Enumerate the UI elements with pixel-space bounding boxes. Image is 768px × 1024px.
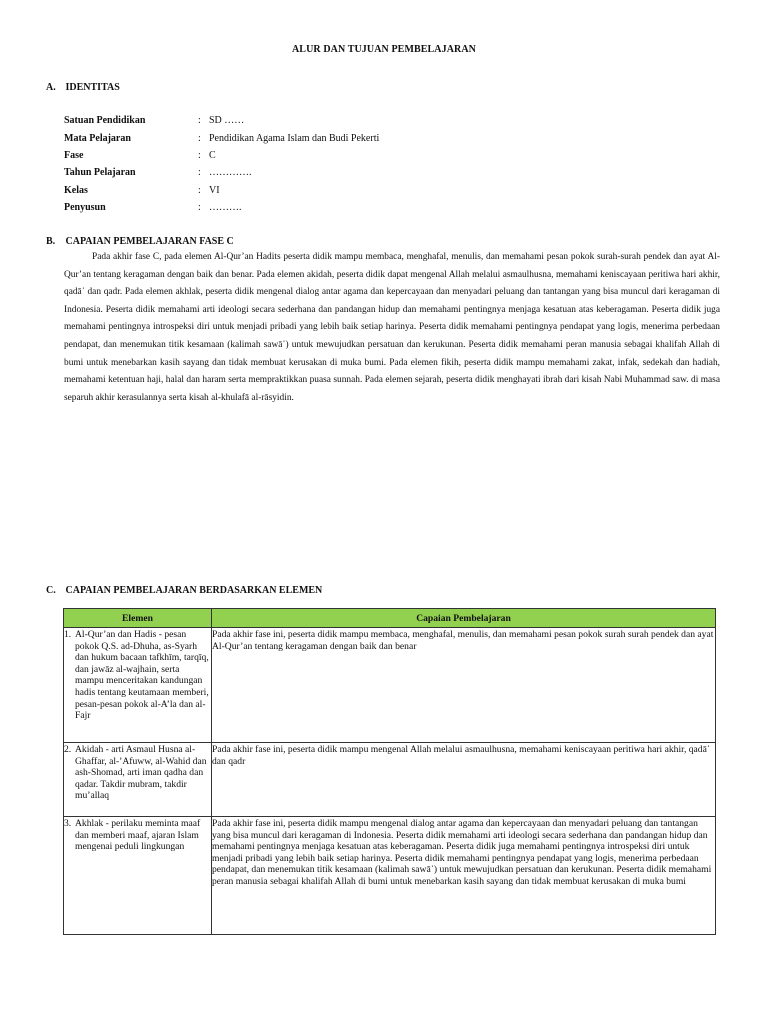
elemen-cell — [64, 628, 212, 743]
row-number: 2. — [64, 744, 72, 755]
elemen-text: Akidah - arti Asmaul Husna al-Ghaffar, al-’Afuww, al-Wahid dan ash-Shomad, arti iman qadha dan qadar. Takdir mubram, takdir mu’allaq — [75, 744, 207, 802]
identity-colon: : — [198, 202, 201, 214]
identity-label: Kelas — [64, 184, 88, 196]
section-b-title: CAPAIAN PEMBELAJARAN FASE C — [65, 236, 234, 247]
document-title: ALUR DAN TUJUAN PEMBELAJARAN — [291, 44, 476, 55]
identity-label: Satuan Pendidikan — [64, 115, 146, 127]
header-elemen: Elemen — [64, 609, 212, 628]
elemen-cell — [64, 743, 212, 817]
identity-label: Tahun Pelajaran — [64, 167, 136, 179]
identity-value: VI — [209, 184, 220, 196]
capaian-cell: Pada akhir fase ini, peserta didik mampu membaca, menghafal, menulis, dan memahami pesan pokok surah surah pendek dan ayat Al-Qur’an tentang keragaman dengan baik dan benar — [212, 628, 716, 743]
elemen-cell — [64, 817, 212, 935]
identity-value: …………. — [209, 167, 252, 179]
identity-colon: : — [198, 149, 201, 161]
identity-label: Penyusun — [64, 202, 106, 214]
table-row — [64, 628, 716, 743]
identity-value: Pendidikan Agama Islam dan Budi Pekerti — [209, 132, 380, 144]
section-a-title: IDENTITAS — [65, 82, 120, 93]
identity-list — [64, 112, 379, 216]
capaian-cell: Pada akhir fase ini, peserta didik mampu mengenal dialog antar agama dan kepercayaan dan menyadari peluang dan tantangan yang bisa muncul dari keragaman di Indonesia. Peserta didik memahami arti ideologi secara sederhana dan pandangan hidup dan memahami pentingnya menjaga kesatuan atas keberagaman. Peserta didik juga memahami pentingnya introspeksi diri untuk menjadi pribadi yang lebih baik setiap harinya. Peserta didik memahami pentingnya pendapat yang logis, menerima perbedaan pendapat, dan menemukan titik kesamaan (kalimah sawā᾽) untuk mewujudkan persatuan dan kerukunan. Peserta didik memahami peran manusia sebagai khalifah Allah di bumi untuk menebarkan kasih sayang dan tidak membuat kerusakan di muka bumi — [212, 817, 716, 935]
identity-row — [64, 112, 379, 129]
identity-colon: : — [198, 167, 201, 179]
identity-colon: : — [198, 184, 201, 196]
identity-colon: : — [198, 132, 201, 144]
section-b-letter: B. — [46, 236, 56, 247]
capaian-cell: Pada akhir fase ini, peserta didik mampu mengenal Allah melalui asmaulhusna, memahami keniscayaan peritiwa hari akhir, qadā᾽ dan qadr — [212, 743, 716, 817]
header-capaian: Capaian Pembelajaran — [212, 609, 716, 628]
table-row — [64, 743, 716, 817]
row-number: 1. — [64, 629, 72, 640]
elemen-text: Akhlak - perilaku meminta maaf dan memberi maaf, ajaran Islam mengenai peduli lingkungan — [75, 818, 201, 853]
section-c-title: CAPAIAN PEMBELAJARAN BERDASARKAN ELEMEN — [65, 585, 323, 596]
section-c-letter: C. — [46, 585, 56, 596]
identity-value: C — [209, 149, 216, 161]
identity-label: Mata Pelajaran — [64, 132, 131, 144]
capaian-fase-c-paragraph: Pada akhir fase C, pada elemen Al-Qur’an Hadits peserta didik mampu membaca, menghafal, menulis, dan memahami pesan pokok surah-surah pendek dan ayat Al-Qur’an tentang keragaman dengan baik dan benar. Pada elemen akidah, peserta didik dapat mengenal Allah melalui asmaulhusna, memahami keniscayaan peritiwa hari akhir, qadā᾽ dan qadr. Pada elemen akhlak, peserta didik mengenal dialog antar agama dan kepercayaan dan menyadari peluang dan tantangan yang bisa muncul dari keragaman di Indonesia. Peserta didik memahami arti ideologi secara sederhana dan pandangan hidup dan memahami pentingnya menjaga kesatuan atas keberagaman. Peserta didik juga memahami pentingnya introspeksi diri untuk menjadi pribadi yang lebih baik setiap harinya. Peserta didik memahami pentingnya pendapat yang logis, menerima perbedaan pendapat, dan menemukan titik kesamaan (kalimah sawā᾽) untuk mewujudkan persatuan dan kerukunan. Peserta didik memahami peran manusia sebagai khalifah Allah di bumi untuk menebarkan kasih sayang dan tidak membuat kerusakan di muka bumi. Pada elemen fikih, peserta didik mampu memahami zakat, infak, sedekah dan hadiah, memahami ketentuan haji, halal dan haram serta mempraktikkan puasa sunnah. Pada elemen sejarah, peserta didik menghayati ibrah dari kisah Nabi Muhammad saw. di masa separuh akhir kerasulannya serta kisah al-khulafā al-rāsyidin. — [64, 252, 720, 403]
identity-row — [64, 147, 379, 164]
elemen-text: Al-Qur’an dan Hadis - pesan pokok Q.S. ad-Dhuha, as-Syarh dan hukum bacaan tafkhīm, tarqīq, dan jawāz al-wajhain, serta mampu menceritakan kandungan hadis tentang keutamaan memberi, pesan-pesan pokok al-A’la dan al-Fajr — [75, 629, 209, 722]
section-b-heading — [46, 236, 234, 247]
identity-row — [64, 129, 379, 146]
identity-value: ………. — [209, 202, 242, 214]
table-header-row — [64, 609, 716, 628]
section-c-heading — [46, 585, 322, 596]
section-a-letter: A. — [46, 82, 56, 93]
table-row — [64, 817, 716, 935]
identity-label: Fase — [64, 149, 84, 161]
identity-row — [64, 164, 379, 181]
identity-row — [64, 182, 379, 199]
elemen-table — [63, 608, 716, 935]
identity-value: SD …… — [209, 115, 245, 127]
section-a-heading — [46, 82, 120, 93]
identity-colon: : — [198, 115, 201, 127]
identity-row — [64, 199, 379, 216]
row-number: 3. — [64, 818, 72, 829]
